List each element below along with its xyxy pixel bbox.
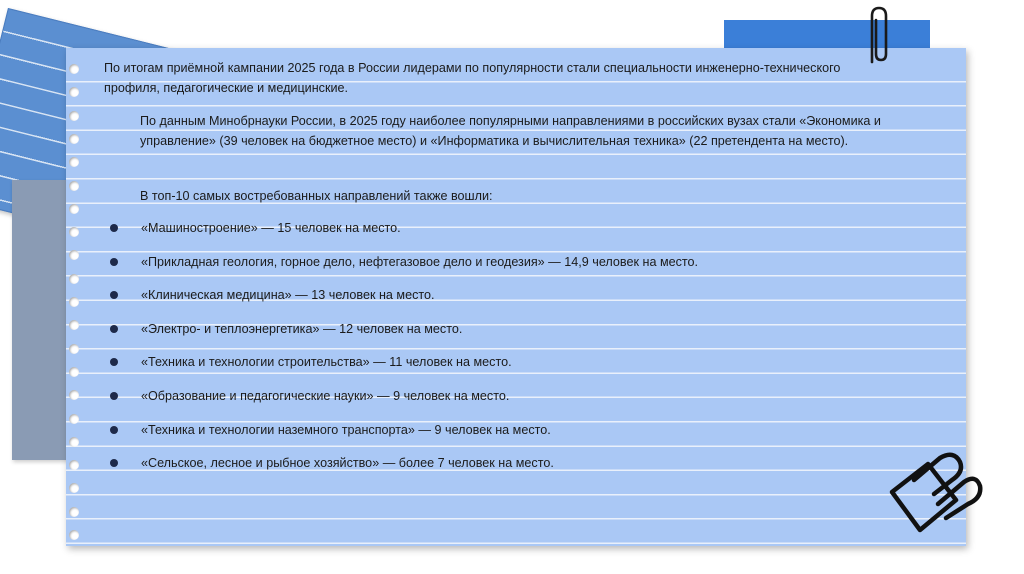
- ministry-paragraph: По данным Минобрнауки России, в 2025 году наиболее популярными направлениями в российских вузах стали «Экономика и управление» (39 человек на бюджетное место) и «Информатика и вычислительная техника» (22 претендента на место).: [140, 114, 881, 148]
- bullet-dot: [110, 258, 118, 266]
- top-directions-list: [110, 218, 890, 487]
- binder-clip-icon: [884, 452, 984, 548]
- list-item-text: «Электро- и теплоэнергетика» — 12 человек на место.: [141, 321, 463, 336]
- list-item-text: «Техника и технологии наземного транспорта» — 9 человек на место.: [141, 422, 551, 437]
- list-item-text: «Сельское, лесное и рыбное хозяйство» — более 7 человек на место.: [141, 456, 554, 471]
- list-item-text: «Образование и педагогические науки» — 9 человек на место.: [141, 388, 510, 403]
- bullet-dot: [110, 392, 118, 400]
- list-item: [110, 218, 890, 252]
- list-item: [110, 285, 890, 319]
- top10-lead-paragraph: В топ-10 самых востребованных направлений также вошли:: [140, 189, 493, 203]
- bullet-dot: [110, 358, 118, 366]
- bullet-dot: [110, 325, 118, 333]
- bullet-dot: [110, 459, 118, 467]
- bullet-dot: [110, 291, 118, 299]
- bullet-dot: [110, 224, 118, 232]
- list-item: [110, 319, 890, 353]
- intro-paragraph: По итогам приёмной кампании 2025 года в России лидерами по популярности стали специальности инженерно-технического профиля, педагогические и медицинские.: [104, 61, 841, 95]
- list-item-text: «Прикладная геология, горное дело, нефтегазовое дело и геодезия» — 14,9 человек на место.: [141, 254, 699, 269]
- list-item: [110, 420, 890, 454]
- list-item: [110, 352, 890, 386]
- paperclip-icon: [862, 4, 896, 66]
- list-item: [110, 386, 890, 420]
- list-item-text: «Клиническая медицина» — 13 человек на место.: [141, 288, 435, 303]
- list-item: [110, 252, 890, 286]
- background-sheet-gray: [12, 180, 74, 460]
- bullet-dot: [110, 426, 118, 434]
- list-item-text: «Машиностроение» — 15 человек на место.: [141, 221, 401, 235]
- list-item: [110, 453, 890, 487]
- list-item-text: «Техника и технологии строительства» — 11 человек на место.: [141, 355, 512, 370]
